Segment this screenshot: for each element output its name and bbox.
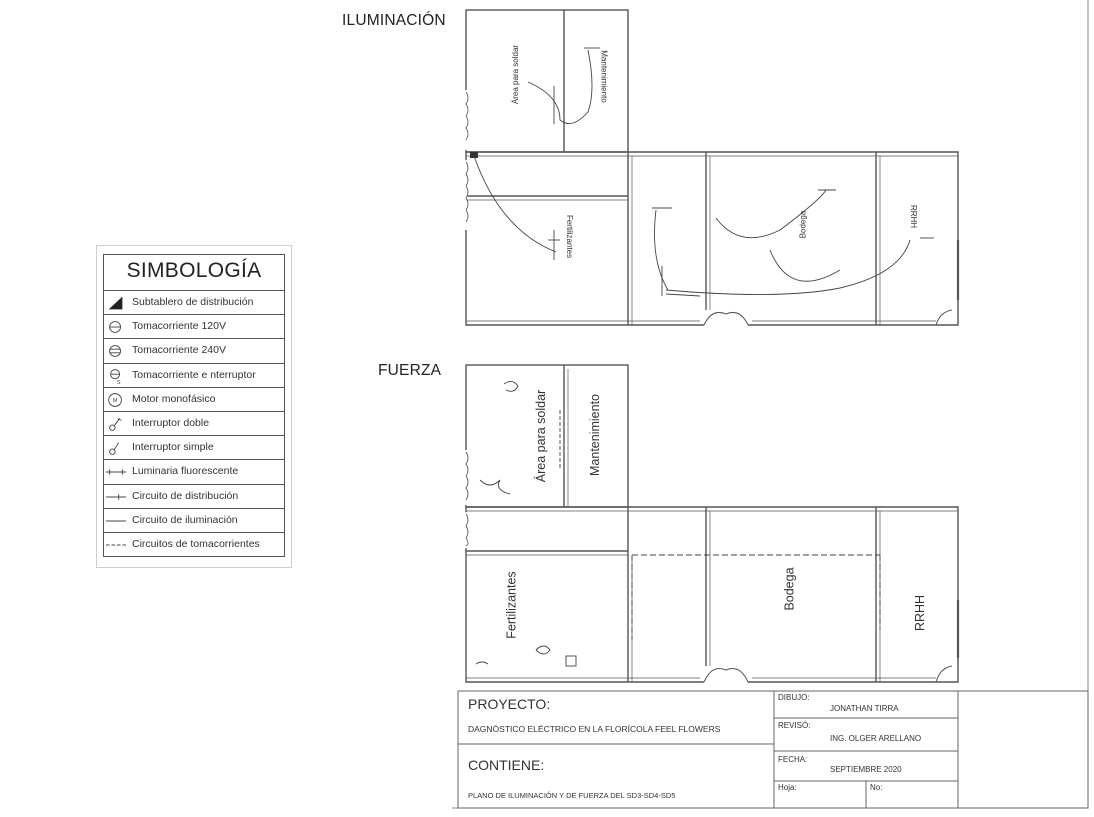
drawn-label: DIBUJO:: [778, 693, 810, 702]
legend-label: Circuito de distribución: [132, 489, 239, 502]
outlet-switch-icon: [106, 366, 126, 386]
legend-row: [104, 532, 284, 557]
power-room-label-maintenance: Mantenimiento: [588, 394, 602, 476]
svg-text:S: S: [116, 379, 121, 386]
lighting-room-label-welding: Área para soldar: [511, 44, 521, 105]
lighting-room-label-hr: RRHH: [909, 204, 919, 229]
reviewed-value: ING. OLGER ARELLANO: [830, 734, 922, 743]
fluorescent-luminaire-icon: [106, 462, 126, 482]
power-room-label-hr: RRHH: [913, 594, 928, 632]
contains-heading: CONTIENE:: [468, 757, 545, 773]
lighting-floor-plan: [466, 10, 958, 325]
sheet-label: Hoja:: [778, 783, 797, 792]
legend-row: [104, 508, 284, 533]
legend-title: SIMBOLOGÍA: [126, 259, 262, 282]
legend-table: [103, 254, 285, 557]
lighting-room-label-warehouse: Bodega: [798, 210, 808, 239]
lighting-circuits: [474, 48, 934, 296]
reviewed-label: REVISÓ:: [778, 721, 811, 730]
lighting-circuit-icon: [106, 511, 126, 531]
legend-row: [104, 411, 284, 436]
legend-label: Circuito de iluminación: [132, 513, 238, 526]
single-phase-motor-icon: [106, 390, 126, 410]
contains-text: PLANO DE ILUMINACIÓN Y DE FUERZA DEL SD3-SD4-SD5: [468, 791, 676, 800]
svg-text:M: M: [112, 397, 118, 404]
power-room-label-fertilizers: Fertilizantes: [504, 571, 519, 639]
legend-label: Motor monofásico: [132, 392, 216, 405]
legend-row: [104, 484, 284, 509]
lighting-room-label-maintenance: Mantenimiento: [599, 50, 609, 103]
legend-label: Subtablero de distribución: [132, 296, 254, 308]
legend-row: [104, 435, 284, 460]
double-switch-icon: [106, 414, 126, 434]
drawn-value: JONATHAN TIRRA: [830, 704, 899, 713]
legend-row: [104, 290, 284, 315]
legend-label: Interruptor simple: [132, 441, 214, 454]
legend-row: [104, 314, 284, 339]
outlet-120v-icon: [106, 317, 126, 337]
power-section-title: FUERZA: [378, 362, 442, 379]
legend-row: [104, 363, 284, 388]
outlet-240v-icon: [106, 341, 126, 361]
legend-label: Tomacorriente e nterruptor: [132, 368, 256, 381]
lighting-room-label-fertilizers: Fertilizantes: [565, 214, 575, 259]
legend-label: Luminaria fluorescente: [132, 465, 239, 478]
lighting-main-door: [704, 312, 748, 325]
project-text: DAGNÓSTICO ELÉCTRICO EN LA FLORÍCOLA FEEL FLOWERS: [468, 724, 721, 734]
project-heading: PROYECTO:: [468, 696, 551, 712]
lighting-section-title: ILUMINACIÓN: [342, 12, 446, 29]
legend-panel: [96, 245, 292, 568]
date-value: SEPTIEMBRE 2020: [830, 765, 902, 774]
legend-row: [104, 387, 284, 412]
legend-label: Interruptor doble: [132, 417, 210, 429]
lighting-lower-outline: [466, 152, 704, 325]
number-label: No:: [870, 783, 883, 792]
distribution-circuit-icon: [106, 487, 126, 507]
legend-row: [104, 459, 284, 484]
lighting-subpanel-mark: [470, 152, 478, 158]
power-room-label-warehouse: Bodega: [782, 567, 797, 611]
date-label: FECHA:: [778, 755, 808, 764]
distribution-subpanel-icon: [106, 293, 126, 313]
lighting-hr-door: [936, 310, 952, 325]
legend-row: [104, 338, 284, 363]
power-room-label-welding: Área para soldar: [534, 389, 549, 483]
legend-label: Tomacorriente 240V: [132, 344, 226, 357]
legend-label: Circuitos de tomacorrientes: [132, 538, 260, 550]
legend-label: Tomacorriente 120V: [132, 320, 226, 333]
outlet-circuit-icon: [106, 535, 126, 555]
single-switch-icon: [106, 438, 126, 458]
